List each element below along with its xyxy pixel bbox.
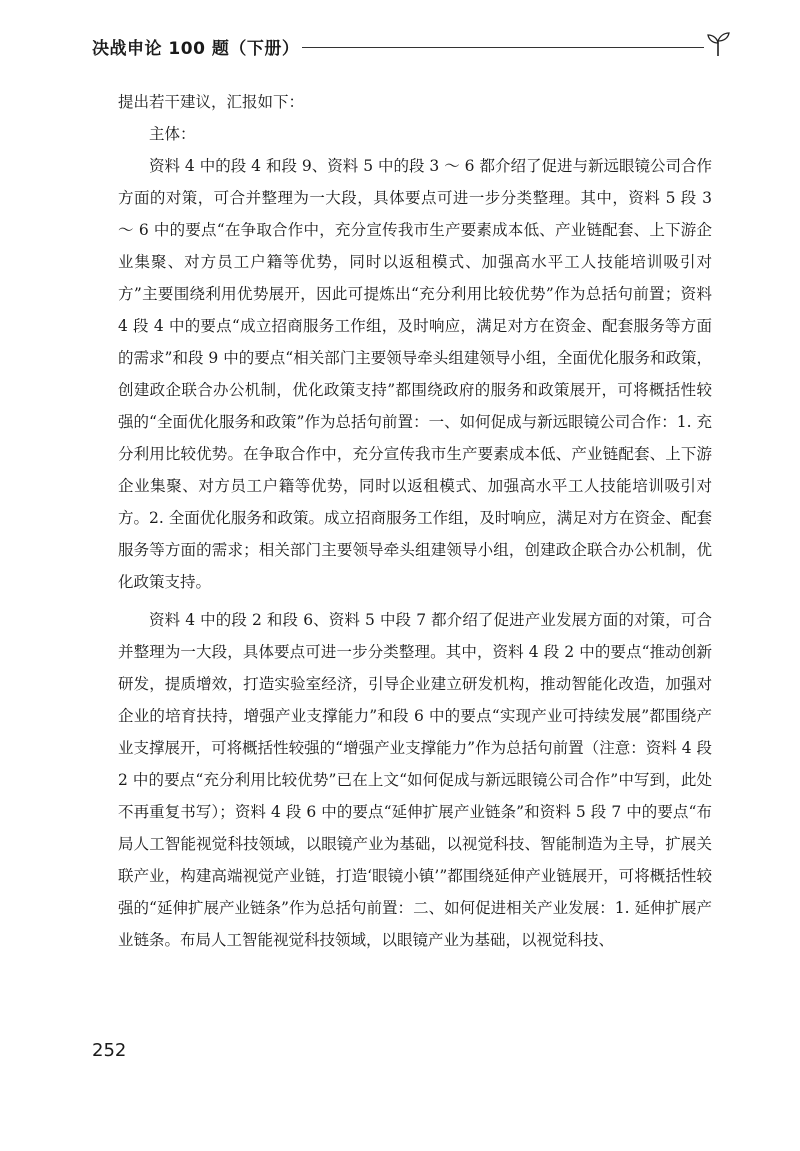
sprout-icon xyxy=(704,30,732,58)
intro-line: 提出若干建议，汇报如下： xyxy=(118,93,305,111)
page-number: 252 xyxy=(92,1040,127,1061)
paragraph-1: 资料 4 中的段 4 和段 9、资料 5 中的段 3 ～ 6 都介绍了促进与新远眼镜公司合作方面的对策，可合并整理为一大段，具体要点可进一步分类整理。其中，资料 5 段 3 ～ 6 中的要点“在争取合作中，充分宣传我市生产要素成本低、产业链配套、上下游企业集聚、对方员工户籍等优势，同时以返租模式、加强高水平工人技能培训吸引对方”主要围绕利用优势展开，因此可提炼出“充分利用比较优势”作为总括句前置；资料 4 段 4 中的要点“成立招商服务工作组，及时响应，满足对方在资金、配套服务等方面的需求”和段 9 中的要点“相关部门主要领导牵头组建领导小组，全面优化服务和政策，创建政企联合办公机制，优化政策支持”都围绕政府的服务和政策展开，可将概括性较强的“全面优化服务和政策”作为总括句前置：一、如何促成与新远眼镜公司合作：1. 充分利用比较优势。在争取合作中，充分宣传我市生产要素成本低、产业链配套、上下游企业集聚、对方员工户籍等优势，同时以返租模式、加强高水平工人技能培训吸引对方。2. 全面优化服务和政策。成立招商服务工作组，及时响应，满足对方在资金、配套服务等方面的需求；相关部门主要领导牵头组建领导小组，创建政企联合办公机制，优化政策支持。 xyxy=(118,157,712,591)
header-title: 决战申论 100 题（下册） xyxy=(92,39,300,59)
paragraph-2: 资料 4 中的段 2 和段 6、资料 5 中段 7 都介绍了促进产业发展方面的对策，可合并整理为一大段，具体要点可进一步分类整理。其中，资料 4 段 2 中的要点“推动创新研发，提质增效，打造实验室经济，引导企业建立研发机构，推动智能化改造，加强对企业的培育扶持，增强产业支撑能力”和段 6 中的要点“实现产业可持续发展”都围绕产业支撑展开，可将概括性较强的“增强产业支撑能力”作为总括句前置（注意：资料 4 段 2 中的要点“充分利用比较优势”已在上文“如何促成与新远眼镜公司合作”中写到，此处不再重复书写）；资料 4 段 6 中的要点“延伸扩展产业链条”和资料 5 段 7 中的要点“布局人工智能视觉科技领域，以眼镜产业为基础，以视觉科技、智能制造为主导，扩展关联产业，构建高端视觉产业链，打造‘眼镜小镇’”都围绕延伸产业链展开，可将概括性较强的“延伸扩展产业链条”作为总括句前置：二、如何促进相关产业发展：1. 延伸扩展产业链条。布局人工智能视觉科技领域，以眼镜产业为基础，以视觉科技、 xyxy=(118,611,712,949)
main-heading: 主体： xyxy=(149,125,196,143)
header-rule xyxy=(302,47,704,48)
document-body xyxy=(118,86,712,956)
page-header xyxy=(92,30,732,62)
